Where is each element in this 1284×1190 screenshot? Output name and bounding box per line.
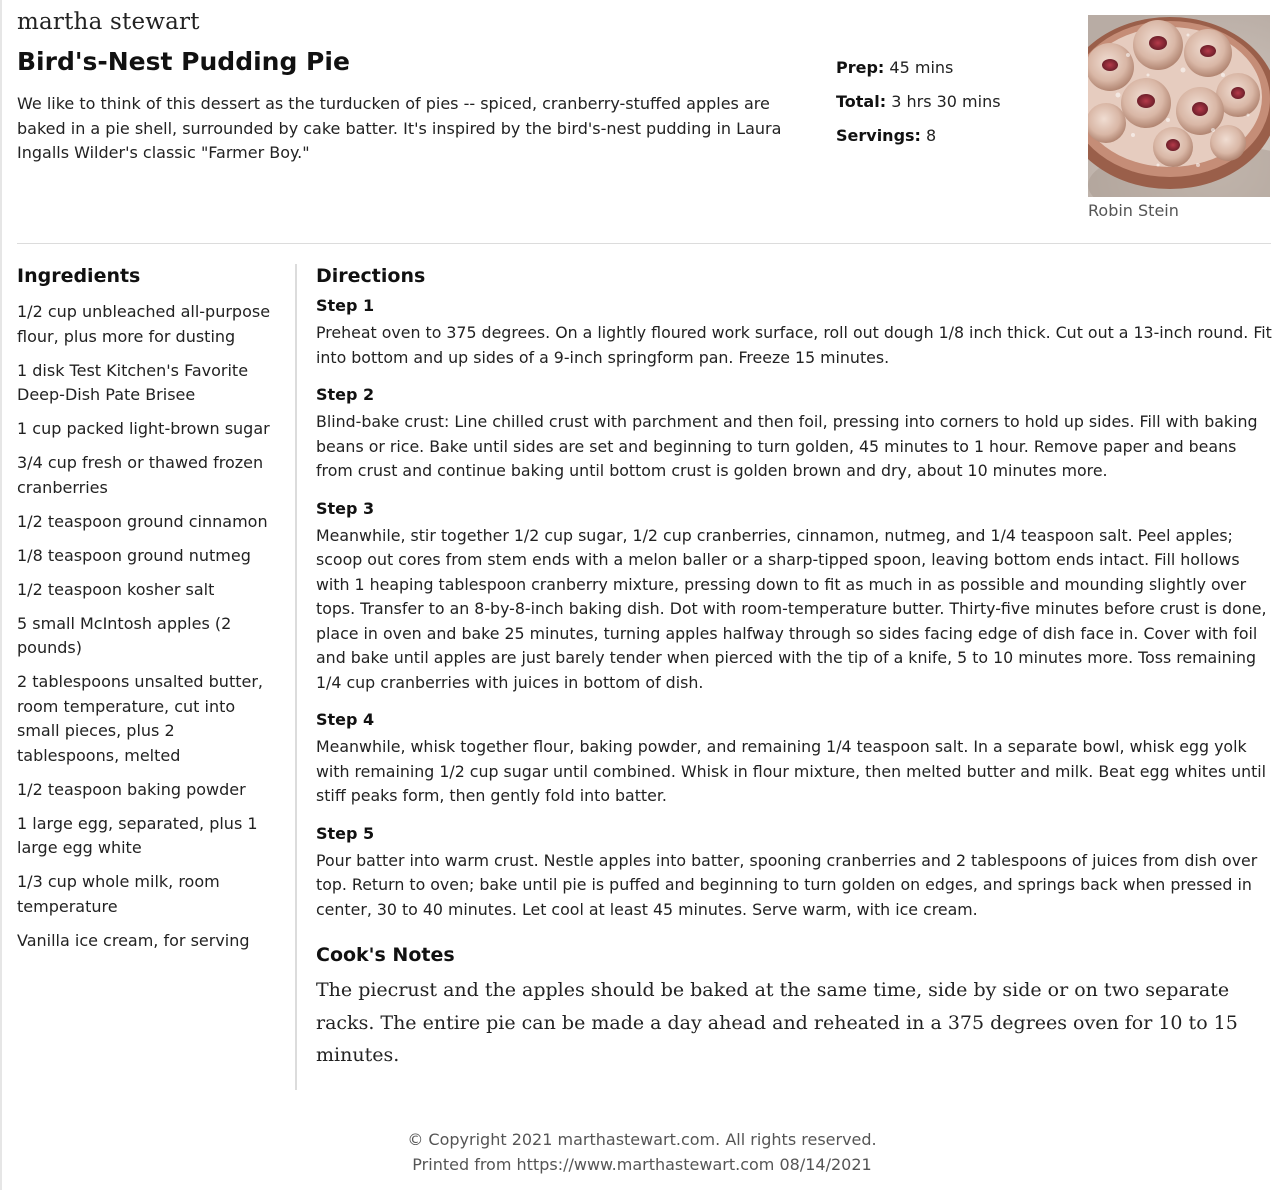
direction-step <box>316 384 1276 484</box>
recipe-photo <box>1088 15 1270 197</box>
ingredients-section <box>17 265 279 963</box>
recipe-title: Bird's-Nest Pudding Pie <box>17 47 350 76</box>
step-label: Step 4 <box>316 710 375 729</box>
step-label: Step 1 <box>316 296 375 315</box>
direction-step <box>316 709 1276 809</box>
recipe-meta <box>836 51 1001 153</box>
header-divider <box>17 243 1271 244</box>
servings-label: Servings: <box>836 126 921 145</box>
page-left-border <box>0 0 2 1190</box>
direction-step <box>316 295 1276 370</box>
footer-copyright: © Copyright 2021 marthastewart.com. All rights reserved. <box>407 1130 877 1149</box>
recipe-description: We like to think of this dessert as the turducken of pies -- spiced, cranberry-stuffed apples are baked in a pie shell, surrounded by cake batter. It's inspired by the bird's-nest pudding in Laura Ingalls Wilder's classic "Farmer Boy." <box>17 94 782 162</box>
step-text: Meanwhile, whisk together flour, baking powder, and remaining 1/4 teaspoon salt. In a separate bowl, whisk egg yolk with remaining 1/2 cup sugar until combined. Whisk in flour mixture, then melted butter and milk. Beat egg whites until stiff peaks form, then gently fold into batter. <box>316 737 1267 805</box>
footer <box>0 1127 1284 1177</box>
servings-value: 8 <box>926 126 937 145</box>
photo-credit: Robin Stein <box>1088 201 1179 220</box>
step-text: Blind-bake crust: Line chilled crust with parchment and then foil, pressing into corners to hold up sides. Fill with baking beans or rice. Bake until sides are set and beginning to turn golden, 45 minutes to 1 hour. Remove paper and beans from crust and continue baking until bottom crust is golden brown and dry, about 10 minutes more. <box>316 412 1258 480</box>
prep-value: 45 mins <box>889 58 954 77</box>
cooks-notes-heading: Cook's Notes <box>316 944 455 966</box>
ingredient-item: 5 small McIntosh apples (2 pounds) <box>17 613 232 657</box>
ingredient-item: 1 large egg, separated, plus 1 large egg white <box>17 813 258 857</box>
ingredient-item: 1 disk Test Kitchen's Favorite Deep-Dish Pate Brisee <box>17 360 249 404</box>
direction-step <box>316 823 1276 923</box>
ingredients-heading: Ingredients <box>17 265 141 287</box>
total-value: 3 hrs 30 mins <box>891 92 1001 111</box>
ingredient-item: 2 tablespoons unsalted butter, room temperature, cut into small pieces, plus 2 tablespoons, melted <box>17 672 263 765</box>
ingredient-item: 1/2 teaspoon ground cinnamon <box>17 511 268 531</box>
step-text: Preheat oven to 375 degrees. On a lightly floured work surface, roll out dough 1/8 inch thick. Cut out a 13-inch round. Fit into bottom and up sides of a 9-inch springform pan. Freeze 15 minutes. <box>316 323 1272 367</box>
ingredient-item: 1/8 teaspoon ground nutmeg <box>17 545 251 565</box>
step-label: Step 3 <box>316 498 375 518</box>
column-divider <box>295 264 297 1090</box>
direction-step <box>316 498 1276 696</box>
ingredient-item: 3/4 cup fresh or thawed frozen cranberries <box>17 453 264 497</box>
directions-heading: Directions <box>316 265 426 287</box>
total-label: Total: <box>836 92 887 111</box>
footer-printed-from: Printed from https://www.marthastewart.com 08/14/2021 <box>412 1155 872 1174</box>
step-text: Pour batter into warm crust. Nestle apples into batter, spooning cranberries and 2 tablespoons of juices from dish over top. Return to oven; bake until pie is puffed and beginning to turn golden on edges, and springs back when pressed in center, 30 to 40 minutes. Let cool at least 45 minutes. Serve warm, with ice cream. <box>316 850 1258 919</box>
step-text: Meanwhile, stir together 1/2 cup sugar, 1/2 cup cranberries, cinnamon, nutmeg, and 1/4 teaspoon salt. Peel apples; scoop out cores from stem ends with a melon baller or a sharp-tipped spoon, leaving bottom ends intact. Fill hollows with 1 heaping tablespoon cranberry mixture, pressing down to fit as much in as possible and mounding slightly over tops. Transfer to an 8-by-8-inch baking dish. Dot with room-temperature butter. Thirty-five minutes before crust is done, place in oven and bake 25 minutes, turning apples halfway through so sides facing edge of dish face in. Cover with foil and bake until apples are just barely tender when pierced with the tip of a knife, 5 to 10 minutes more. Toss remaining 1/4 cup cranberries with juices in bottom of dish. <box>316 525 1267 692</box>
prep-time <box>836 51 1001 85</box>
ingredient-item: 1/2 teaspoon kosher salt <box>17 579 215 599</box>
step-label: Step 2 <box>316 385 375 404</box>
ingredient-item: 1/2 cup unbleached all-purpose flour, plus more for dusting <box>17 302 271 346</box>
prep-label: Prep: <box>836 58 885 77</box>
ingredient-item: Vanilla ice cream, for serving <box>17 930 250 950</box>
directions-section <box>316 265 1276 1072</box>
total-time <box>836 85 1001 119</box>
pie-photo-illustration <box>1088 15 1270 197</box>
ingredients-list <box>17 300 279 953</box>
step-label: Step 5 <box>316 823 375 843</box>
brand-logo: martha stewart <box>17 9 200 35</box>
ingredient-item: 1/3 cup whole milk, room temperature <box>17 872 220 916</box>
servings <box>836 119 1001 153</box>
ingredient-item: 1 cup packed light-brown sugar <box>17 419 270 438</box>
ingredient-item: 1/2 teaspoon baking powder <box>17 779 246 799</box>
cooks-notes-text: The piecrust and the apples should be baked at the same time, side by side or on two separate racks. The entire pie can be made a day ahead and reheated in a 375 degrees oven for 10 to 15 minutes. <box>316 979 1238 1066</box>
